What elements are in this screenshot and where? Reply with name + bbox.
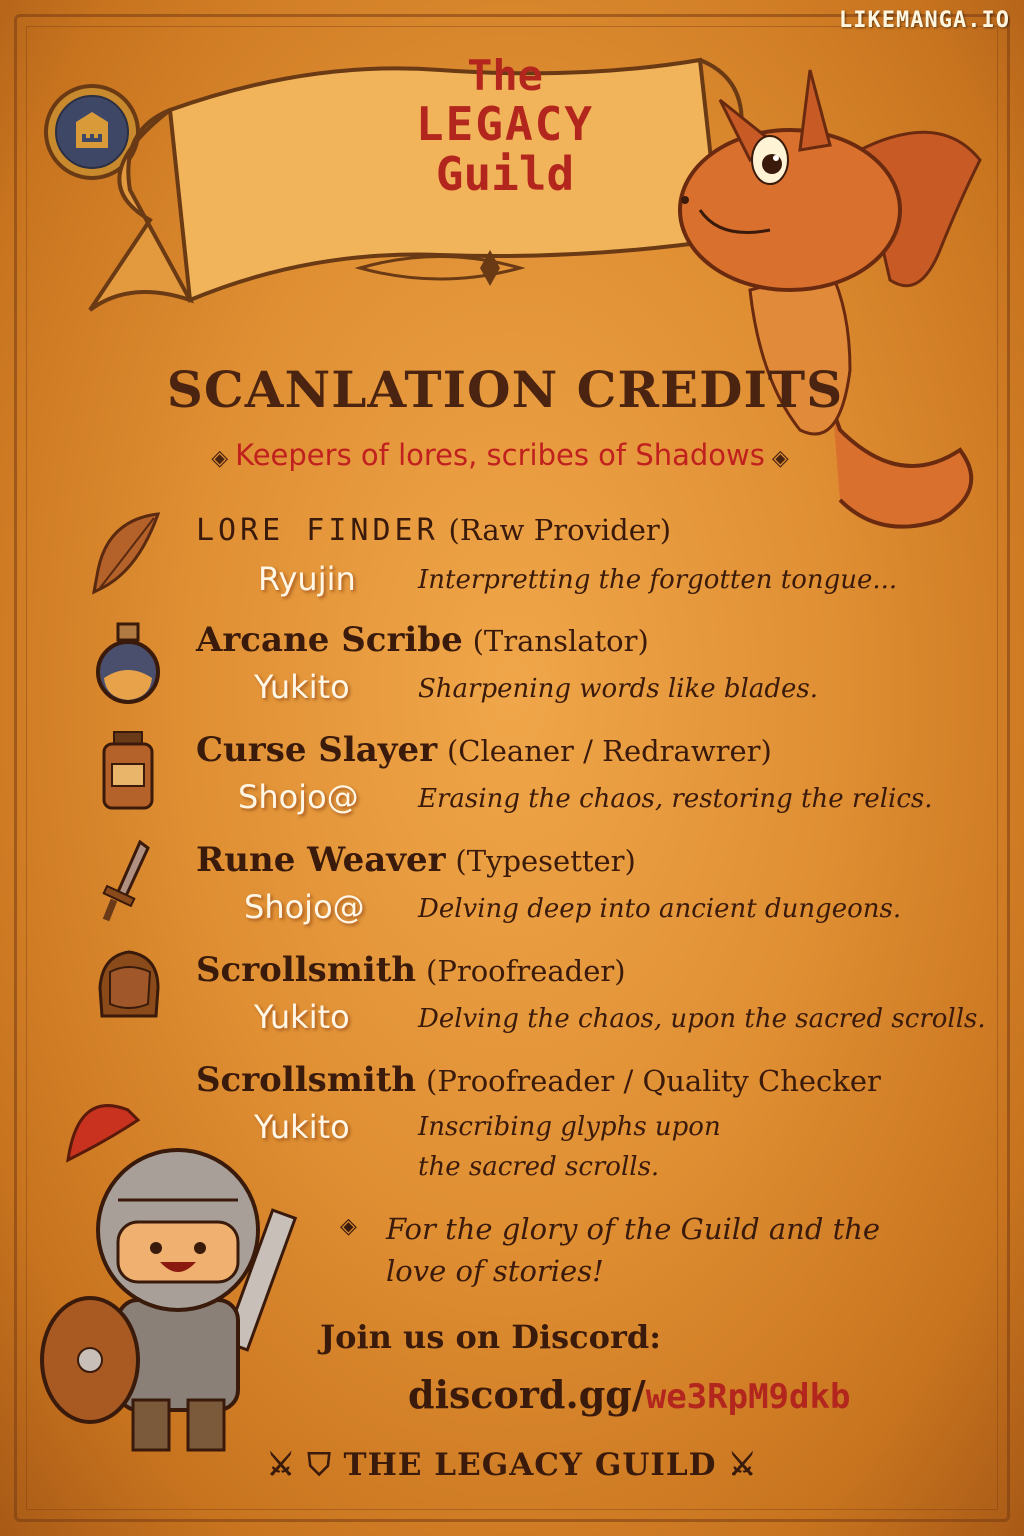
discord-code: we3RpM9dkb — [645, 1377, 851, 1417]
role-description: Sharpening words like blades. — [418, 674, 818, 704]
role-description: Delving the chaos, upon the sacred scrolls. — [418, 1004, 986, 1034]
role-position: (Cleaner / Redrawrer) — [446, 734, 772, 768]
discord-invite-link[interactable] — [408, 1372, 850, 1417]
watermark: LIKEMANGA.IO — [839, 8, 1010, 33]
role-title: Scrollsmith — [196, 1060, 417, 1100]
banner-title — [380, 51, 630, 201]
shield-icon: ⛉ — [307, 1447, 344, 1483]
diamond-icon: ◈ — [340, 1214, 357, 1239]
member-name: Ryujin — [258, 560, 356, 598]
diamond-icon: ◈ — [211, 446, 236, 471]
member-name: Shojo@ — [244, 888, 365, 926]
knight-icon — [38, 1050, 318, 1470]
role-description-line-2: the sacred scrolls. — [418, 1152, 660, 1182]
discord-label: Join us on Discord: — [320, 1318, 662, 1356]
role-title: Rune Weaver — [196, 840, 446, 880]
subtitle-text: Keepers of lores, scribes of Shadows — [235, 438, 765, 472]
role-title: LORE FINDER — [196, 513, 439, 548]
member-name: Shojo@ — [238, 778, 359, 816]
glory-text: For the glory of the Guild and the love of stories! — [386, 1212, 881, 1288]
footer — [0, 1447, 1024, 1484]
dragon-icon — [640, 50, 1000, 550]
role-position: (Raw Provider) — [448, 513, 672, 547]
banner-line-1: The — [467, 51, 543, 100]
page-subtitle — [0, 438, 1000, 472]
credit-role-raw-provider — [196, 512, 671, 548]
role-position: (Proofreader / Quality Checker — [426, 1064, 881, 1098]
role-position: (Proofreader) — [426, 954, 626, 988]
dagger-icon — [96, 838, 156, 928]
role-position: (Translator) — [472, 624, 649, 658]
potion-flask-icon — [92, 620, 164, 706]
role-description-line-1: Inscribing glyphs upon — [418, 1112, 721, 1142]
member-name: Yukito — [254, 998, 350, 1036]
role-title: Arcane Scribe — [196, 620, 463, 660]
crossed-swords-icon: ⚔ — [716, 1447, 758, 1483]
page-title: SCANLATION CREDITS — [166, 360, 844, 419]
credit-role-typesetter — [196, 840, 636, 880]
credit-role-translator — [196, 620, 649, 660]
role-title: Curse Slayer — [196, 730, 438, 770]
member-name: Yukito — [254, 668, 350, 706]
crossed-swords-icon: ⚔ — [266, 1447, 308, 1483]
discord-prefix: discord.gg/ — [408, 1372, 646, 1417]
banner-line-2: LEGACY — [415, 97, 595, 151]
role-description: Delving deep into ancient dungeons. — [418, 894, 902, 924]
jar-icon — [100, 730, 156, 812]
hooded-figure-icon — [94, 948, 164, 1020]
credit-role-proofreader — [196, 950, 626, 990]
role-position: (Typesetter) — [455, 844, 636, 878]
credit-role-cleaner — [196, 730, 772, 770]
member-name: Yukito — [254, 1108, 350, 1146]
banner-line-3: Guild — [435, 147, 575, 201]
diamond-icon: ◈ — [764, 446, 789, 471]
role-description: Interpretting the forgotten tongue... — [418, 565, 898, 595]
feather-icon — [88, 510, 168, 596]
footer-text: THE LEGACY GUILD — [343, 1447, 717, 1483]
role-description: Erasing the chaos, restoring the relics. — [418, 784, 933, 814]
role-title: Scrollsmith — [196, 950, 417, 990]
